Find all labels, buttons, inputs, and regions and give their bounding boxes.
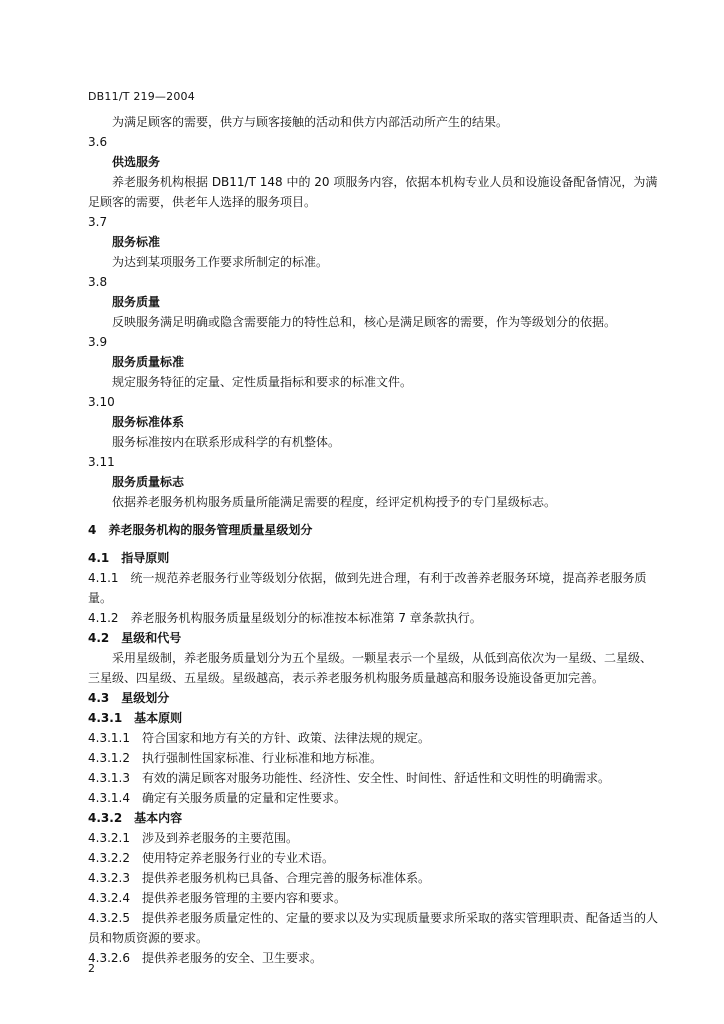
clause-text: 4.3.2.6 提供养老服务的安全、卫生要求。 — [88, 951, 322, 965]
section-heading: 4 养老服务机构的服务管理质量星级划分 — [88, 523, 313, 537]
clause-number: 3.7 — [88, 215, 108, 229]
clause-number: 3.6 — [88, 135, 108, 149]
clause-text: 4.1.1 统一规范养老服务行业等级划分依据，做到先进合理，有利于改善养老服务环境，提高养老服务质量。 — [88, 571, 647, 605]
subsection-heading: 4.2 星级和代号 — [88, 631, 182, 645]
term-title: 服务质量 — [112, 295, 161, 309]
clause-text: 4.3.1.3 有效的满足顾客对服务功能性、经济性、安全性、时间性、舒适性和文明性的明确需求。 — [88, 771, 610, 785]
clause-text: 4.3.2.5 提供养老服务质量定性的、定量的要求以及为实现质量要求所采取的落实管理职责、配备适当的人员和物质资源的要求。 — [88, 911, 658, 945]
subsection-heading: 4.3 星级划分 — [88, 691, 170, 705]
clause-text: 4.3.1.2 执行强制性国家标准、行业标准和地方标准。 — [88, 751, 382, 765]
definition-text: 为达到某项服务工作要求所制定的标准。 — [112, 255, 329, 269]
clause-number: 3.8 — [88, 275, 108, 289]
clause-number: 3.10 — [88, 395, 115, 409]
term-title: 服务质量标志 — [112, 475, 185, 489]
definition-text: 反映服务满足明确或隐含需要能力的特性总和，核心是满足顾客的需要，作为等级划分的依据。 — [112, 315, 617, 329]
clause-text: 4.3.2.3 提供养老服务机构已具备、合理完善的服务标准体系。 — [88, 871, 430, 885]
clause-text: 4.3.1.4 确定有关服务质量的定量和定性要求。 — [88, 791, 346, 805]
term-title: 供选服务 — [112, 155, 161, 169]
definition-text: 养老服务机构根据 DB11/T 148 中的 20 项服务内容，依据本机构专业人员和设施设备配备情况，为满足顾客的需要，供老年人选择的服务项目。 — [88, 175, 658, 209]
clause-text: 4.3.2.2 使用特定养老服务行业的专业术语。 — [88, 851, 334, 865]
definition-text: 为满足顾客的需要，供方与顾客接触的活动和供方内部活动所产生的结果。 — [112, 115, 509, 129]
term-title: 服务质量标准 — [112, 355, 185, 369]
subsection-heading: 4.3.2 基本内容 — [88, 811, 183, 825]
document-id-header: DB11/T 219—2004 — [88, 90, 195, 103]
definition-text: 依据养老服务机构服务质量所能满足需要的程度，经评定机构授予的专门星级标志。 — [112, 495, 557, 509]
clause-text: 4.3.1.1 符合国家和地方有关的方针、政策、法律法规的规定。 — [88, 731, 430, 745]
term-title: 服务标准体系 — [112, 415, 185, 429]
definition-text: 规定服务特征的定量、定性质量指标和要求的标准文件。 — [112, 375, 413, 389]
subsection-heading: 4.3.1 基本原则 — [88, 711, 183, 725]
document-body — [88, 112, 658, 968]
clause-text: 采用星级制，养老服务质量划分为五个星级。一颗星表示一个星级，从低到高依次为一星级、二星级、三星级、四星级、五星级。星级越高，表示养老服务机构服务质量越高和服务设施设备更加完善。 — [88, 651, 653, 685]
clause-text: 4.3.2.4 提供养老服务管理的主要内容和要求。 — [88, 891, 346, 905]
clause-number: 3.11 — [88, 455, 115, 469]
clause-text: 4.1.2 养老服务机构服务质量星级划分的标准按本标准第 7 章条款执行。 — [88, 611, 482, 625]
clause-number: 3.9 — [88, 335, 108, 349]
clause-text: 4.3.2.1 涉及到养老服务的主要范围。 — [88, 831, 298, 845]
term-title: 服务标准 — [112, 235, 161, 249]
subsection-heading: 4.1 指导原则 — [88, 551, 170, 565]
definition-text: 服务标准按内在联系形成科学的有机整体。 — [112, 435, 341, 449]
page-number: 2 — [88, 962, 95, 975]
